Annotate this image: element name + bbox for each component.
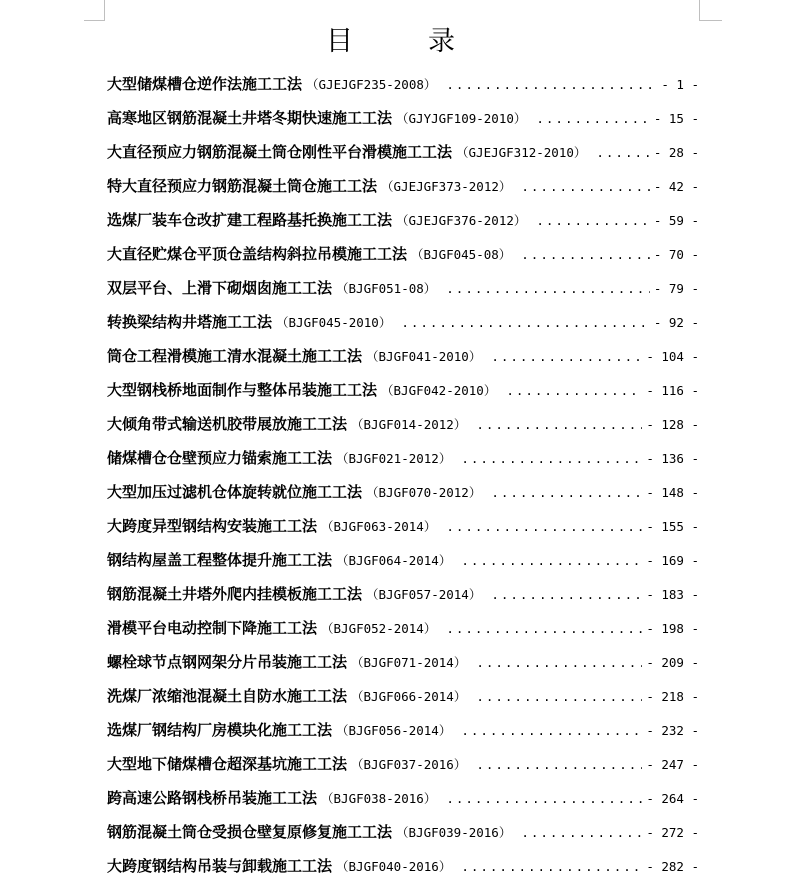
toc-entry-title: 高寒地区钢筋混凝土井塔冬期快速施工工法 (107, 109, 393, 127)
toc-entry-title: 大型钢栈桥地面制作与整体吊装施工工法 (107, 381, 378, 399)
toc-entry-title: 洗煤厂浓缩池混凝土自防水施工工法 (107, 687, 348, 705)
toc-entry[interactable] (107, 271, 699, 305)
toc-entry-code: （BJGF066-2014） (351, 689, 467, 704)
toc-entry-code: （BJGF045-2010） (276, 315, 392, 330)
toc-entry-title: 大直径预应力钢筋混凝土筒仓刚性平台滑模施工工法 (107, 143, 453, 161)
toc-entry-page-number: - 282 - (646, 859, 699, 874)
toc-entry-page-number: - 128 - (646, 417, 699, 432)
toc-entry[interactable] (107, 101, 699, 135)
toc-entry-code: （BJGF057-2014） (366, 587, 482, 602)
toc-entry[interactable] (107, 509, 699, 543)
toc-entry-page-number: - 264 - (646, 791, 699, 806)
toc-entry-code: （BJGF040-2016） (336, 859, 452, 874)
toc-entry[interactable] (107, 441, 699, 475)
toc-entry-code: （BJGF064-2014） (336, 553, 452, 568)
toc-entry[interactable] (107, 135, 699, 169)
toc-entry-code: （BJGF041-2010） (366, 349, 482, 364)
crop-mark-top-left (84, 0, 105, 21)
toc-entry-title: 选煤厂装车仓改扩建工程路基托换施工工法 (107, 211, 393, 229)
toc-entry-title: 特大直径预应力钢筋混凝土筒仓施工工法 (107, 177, 378, 195)
toc-entry[interactable] (107, 169, 699, 203)
toc-dot-leader (461, 850, 642, 883)
toc-entry-page-number: - 1 - (661, 77, 699, 92)
toc-entry-code: （BJGF070-2012） (366, 485, 482, 500)
toc-entry-title: 筒仓工程滑模施工清水混凝土施工工法 (107, 347, 363, 365)
toc-entry-code: （BJGF021-2012） (336, 451, 452, 466)
toc-entry-title: 大型地下储煤槽仓超深基坑施工工法 (107, 755, 348, 773)
toc-entry[interactable] (107, 611, 699, 645)
toc-dot-leader (476, 748, 642, 781)
toc-entry-page-number: - 79 - (653, 281, 699, 296)
toc-entry-page-number: - 104 - (646, 349, 699, 364)
toc-entry-page-number: - 155 - (646, 519, 699, 534)
toc-dot-leader (521, 238, 650, 271)
toc-dot-leader (536, 204, 649, 237)
toc-entry-title: 钢筋混凝土井塔外爬内挂模板施工工法 (107, 585, 363, 603)
toc-entry-page-number: - 59 - (653, 213, 699, 228)
toc-entry-page-number: - 116 - (646, 383, 699, 398)
toc-entry-page-number: - 218 - (646, 689, 699, 704)
toc-entry[interactable] (107, 373, 699, 407)
toc-entry-title: 大跨度钢结构吊装与卸载施工工法 (107, 857, 333, 875)
toc-dot-leader (521, 816, 642, 849)
toc-entry-code: （GJEJGF312-2010） (456, 145, 587, 160)
toc-dot-leader (536, 102, 649, 135)
toc-entry-page-number: - 42 - (653, 179, 699, 194)
toc-entry-page-number: - 148 - (646, 485, 699, 500)
toc-entry-code: （BJGF063-2014） (321, 519, 437, 534)
toc-entry-title: 螺栓球节点钢网架分片吊装施工工法 (107, 653, 348, 671)
toc-entry-code: （BJGF039-2016） (396, 825, 512, 840)
toc-entry-title: 选煤厂钢结构厂房模块化施工工法 (107, 721, 333, 739)
toc-entry[interactable] (107, 203, 699, 237)
toc-entry-title: 大型加压过滤机仓体旋转就位施工工法 (107, 483, 363, 501)
toc-entry-page-number: - 169 - (646, 553, 699, 568)
toc-dot-leader (476, 408, 642, 441)
toc-dot-leader (446, 612, 642, 645)
toc-dot-leader (491, 340, 642, 373)
toc-entry-title: 滑模平台电动控制下降施工工法 (107, 619, 318, 637)
toc-dot-leader (596, 136, 649, 169)
toc-entry[interactable] (107, 339, 699, 373)
toc-entry-page-number: - 247 - (646, 757, 699, 772)
toc-entry-page-number: - 183 - (646, 587, 699, 602)
toc-entry-page-number: - 92 - (653, 315, 699, 330)
toc-entry-code: （BJGF038-2016） (321, 791, 437, 806)
toc-entry-code: （BJGF045-08） (411, 247, 512, 262)
toc-entry-page-number: - 272 - (646, 825, 699, 840)
toc-entry-title: 双层平台、上滑下砌烟囱施工工法 (107, 279, 333, 297)
toc-entry[interactable] (107, 849, 699, 883)
toc-entry-page-number: - 28 - (653, 145, 699, 160)
toc-dot-leader (491, 476, 642, 509)
toc-entry[interactable] (107, 679, 699, 713)
toc-entry-title: 大型储煤槽仓逆作法施工工法 (107, 75, 303, 93)
toc-entry-title: 跨高速公路钢栈桥吊装施工工法 (107, 789, 318, 807)
toc-entry-page-number: - 232 - (646, 723, 699, 738)
toc-entry[interactable] (107, 237, 699, 271)
toc-heading: 目 录 (326, 26, 479, 57)
table-of-contents (107, 67, 699, 883)
toc-dot-leader (506, 374, 642, 407)
toc-dot-leader (446, 272, 650, 305)
toc-entry[interactable] (107, 781, 699, 815)
toc-entry-page-number: - 136 - (646, 451, 699, 466)
toc-entry[interactable] (107, 747, 699, 781)
toc-entry-code: （GJEJGF373-2012） (381, 179, 512, 194)
toc-entry[interactable] (107, 475, 699, 509)
toc-entry-title: 大倾角带式输送机胶带展放施工工法 (107, 415, 348, 433)
toc-entry-page-number: - 198 - (646, 621, 699, 636)
toc-entry-title: 大跨度异型钢结构安装施工工法 (107, 517, 318, 535)
toc-entry[interactable] (107, 815, 699, 849)
toc-dot-leader (446, 68, 657, 101)
toc-entry-title: 储煤槽仓仓壁预应力锚索施工工法 (107, 449, 333, 467)
toc-dot-leader (521, 170, 649, 203)
toc-entry-page-number: - 209 - (646, 655, 699, 670)
toc-entry-code: （BJGF042-2010） (381, 383, 497, 398)
toc-entry-code: （BJGF056-2014） (336, 723, 452, 738)
toc-entry-code: （BJGF071-2014） (351, 655, 467, 670)
toc-entry-code: （BJGF037-2016） (351, 757, 467, 772)
toc-entry-page-number: - 70 - (653, 247, 699, 262)
toc-entry-code: （BJGF051-08） (336, 281, 437, 296)
toc-entry[interactable] (107, 577, 699, 611)
toc-dot-leader (461, 442, 642, 475)
toc-entry-code: （BJGF052-2014） (321, 621, 437, 636)
toc-entry-title: 钢结构屋盖工程整体提升施工工法 (107, 551, 333, 569)
toc-entry-code: （GJEJGF376-2012） (396, 213, 527, 228)
toc-dot-leader (476, 680, 642, 713)
toc-dot-leader (446, 510, 642, 543)
toc-dot-leader (476, 646, 642, 679)
toc-entry-title: 钢筋混凝土筒仓受损仓壁复原修复施工工法 (107, 823, 393, 841)
toc-entry[interactable] (107, 543, 699, 577)
toc-entry-title: 大直径贮煤仓平顶仓盖结构斜拉吊模施工工法 (107, 245, 408, 263)
toc-entry-code: （BJGF014-2012） (351, 417, 467, 432)
toc-entry[interactable] (107, 305, 699, 339)
toc-entry-code: （GJYJGF109-2010） (396, 111, 527, 126)
crop-mark-top-right (699, 0, 722, 21)
toc-entry[interactable] (107, 407, 699, 441)
toc-entry-code: （GJEJGF235-2008） (306, 77, 437, 92)
toc-entry[interactable] (107, 713, 699, 747)
toc-entry-page-number: - 15 - (653, 111, 699, 126)
toc-dot-leader (446, 782, 642, 815)
toc-dot-leader (491, 578, 642, 611)
toc-entry-title: 转换梁结构井塔施工工法 (107, 313, 273, 331)
toc-entry[interactable] (107, 67, 699, 101)
toc-entry[interactable] (107, 645, 699, 679)
toc-dot-leader (401, 306, 650, 339)
toc-dot-leader (461, 544, 642, 577)
toc-dot-leader (461, 714, 642, 747)
